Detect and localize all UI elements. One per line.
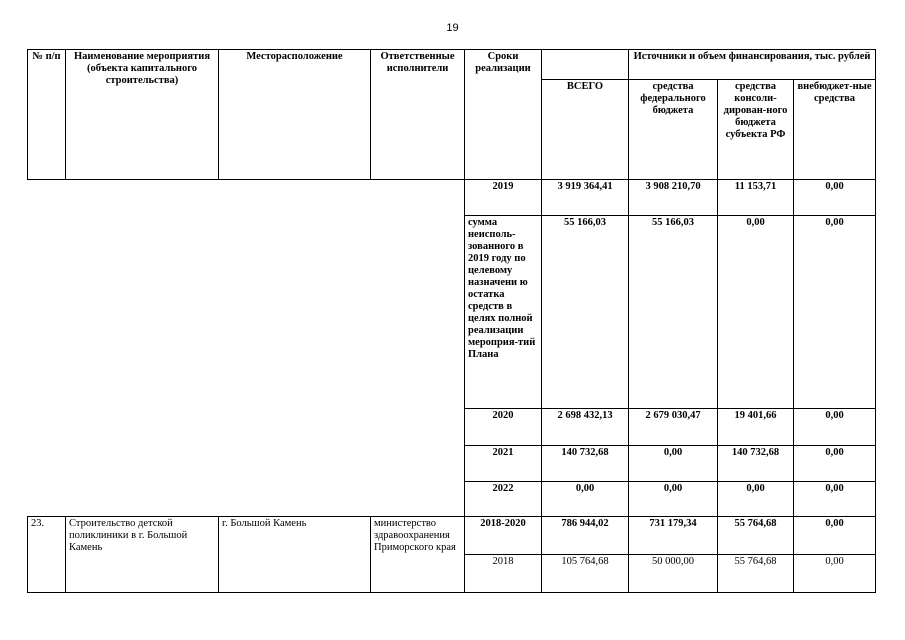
header-federal: средства федерального бюджета <box>629 80 718 180</box>
federal-cell: 3 908 210,70 <box>629 180 718 216</box>
period-cell: 2018 <box>465 555 542 593</box>
total-cell: 140 732,68 <box>542 446 629 482</box>
period-cell: 2019 <box>465 180 542 216</box>
table-row <box>28 517 876 555</box>
regional-cell: 19 401,66 <box>718 409 794 446</box>
federal-cell: 0,00 <box>629 482 718 517</box>
header-responsible: Ответственные исполнители <box>371 50 465 180</box>
regional-cell: 55 764,68 <box>718 555 794 593</box>
total-cell: 0,00 <box>542 482 629 517</box>
header-num: № п/п <box>28 50 66 180</box>
period-cell: 2020 <box>465 409 542 446</box>
offbudget-cell: 0,00 <box>794 409 876 446</box>
header-sources: Источники и объем финансирования, тыс. рублей <box>629 50 876 80</box>
header-offbudget: внебюджет-ные средства <box>794 80 876 180</box>
federal-cell: 0,00 <box>629 446 718 482</box>
total-cell: 2 698 432,13 <box>542 409 629 446</box>
page-number: 19 <box>446 22 459 34</box>
period-cell: 2022 <box>465 482 542 517</box>
header-name: Наименование мероприятия (объекта капитального строительства) <box>66 50 219 180</box>
federal-cell: 2 679 030,47 <box>629 409 718 446</box>
regional-cell: 11 153,71 <box>718 180 794 216</box>
offbudget-cell: 0,00 <box>794 216 876 409</box>
total-cell: 786 944,02 <box>542 517 629 555</box>
table-row <box>28 180 876 216</box>
period-cell: сумма неисполь-зованного в 2019 году по целевому назначени ю остатка средств в целях полной реализации мероприя-тий Плана <box>465 216 542 409</box>
offbudget-cell: 0,00 <box>794 517 876 555</box>
federal-cell: 50 000,00 <box>629 555 718 593</box>
federal-cell: 731 179,34 <box>629 517 718 555</box>
blank-merged-cell <box>28 180 465 517</box>
regional-cell: 0,00 <box>718 482 794 517</box>
offbudget-cell: 0,00 <box>794 180 876 216</box>
offbudget-cell: 0,00 <box>794 482 876 517</box>
regional-cell: 0,00 <box>718 216 794 409</box>
item-name: Строительство детской поликлиники в г. Большой Камень <box>66 517 219 593</box>
header-total: ВСЕГО <box>542 80 629 180</box>
regional-cell: 140 732,68 <box>718 446 794 482</box>
total-cell: 3 919 364,41 <box>542 180 629 216</box>
federal-cell: 55 166,03 <box>629 216 718 409</box>
item-number: 23. <box>28 517 66 593</box>
offbudget-cell: 0,00 <box>794 555 876 593</box>
item-responsible: министерство здравоохранения Приморского края <box>371 517 465 593</box>
offbudget-cell: 0,00 <box>794 446 876 482</box>
period-cell: 2018-2020 <box>465 517 542 555</box>
header-period: Сроки реализации <box>465 50 542 180</box>
item-location: г. Большой Камень <box>219 517 371 593</box>
header-location: Месторасположение <box>219 50 371 180</box>
header-regional: средства консоли-дирован-ного бюджета субъекта РФ <box>718 80 794 180</box>
total-cell: 55 166,03 <box>542 216 629 409</box>
total-cell: 105 764,68 <box>542 555 629 593</box>
period-cell: 2021 <box>465 446 542 482</box>
financing-table <box>27 49 876 593</box>
regional-cell: 55 764,68 <box>718 517 794 555</box>
